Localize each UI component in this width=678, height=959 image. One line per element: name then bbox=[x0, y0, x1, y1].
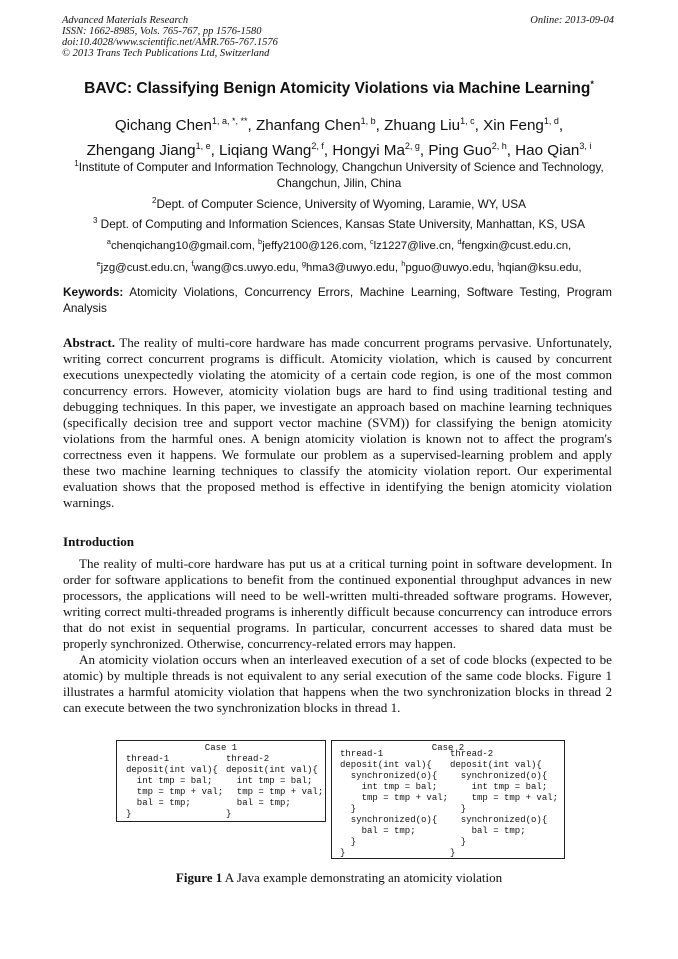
email-mark: h bbox=[401, 258, 406, 268]
figure-caption-text: A Java example demonstrating an atomicity violation bbox=[222, 870, 503, 885]
affiliation-1 bbox=[50, 156, 628, 191]
author-affiliation-mark: 2, f bbox=[311, 141, 324, 152]
case-1-thread-1-code: thread-1 deposit(int val){ int tmp = bal; tmp = tmp + val; bal = tmp; } bbox=[126, 754, 224, 819]
figure-caption bbox=[0, 870, 678, 886]
author-affiliation-mark: 3, i bbox=[579, 141, 592, 152]
author-name: Zhengang Jiang bbox=[86, 142, 196, 160]
email-address: jeffy2100@126.com, bbox=[262, 239, 370, 252]
intro-paragraph-1: The reality of multi-core hardware has put us at a critical turning point in software development. In order for software applications to benefit from the continued exponential throughput advances in new processors, the applications will need to be well-written multi-threaded software programs. However, writing correct multi-threaded programs is inherently difficult because concurrency can introduce errors that do not exist in sequential programs. In particular, concurrent accesses to shared data must be properly synchronized. Otherwise, concurrency-related errors may happen. bbox=[63, 556, 612, 651]
author-affiliation-mark: 2, h bbox=[491, 141, 507, 152]
email-mark: b bbox=[258, 237, 263, 246]
author-affiliation-mark: 1, e bbox=[195, 141, 211, 152]
email-address: lz1227@live.cn, bbox=[373, 239, 458, 252]
email-address: fengxin@cust.edu.cn, bbox=[461, 239, 572, 252]
email-mark: c bbox=[369, 237, 374, 246]
author-name: Xin Feng bbox=[483, 117, 544, 135]
affiliation-2-mark: 2 bbox=[152, 196, 157, 205]
email-address: wang@cs.uwyo.edu, bbox=[193, 261, 302, 274]
email-list bbox=[52, 233, 626, 277]
author-separator: , bbox=[558, 117, 564, 135]
email-address: hma3@uwyo.edu, bbox=[306, 261, 402, 274]
online-date: Online: 2013-09-04 bbox=[530, 15, 614, 26]
affiliation-3-text: Dept. of Computing and Information Sciences, Kansas State University, Manhattan, KS, USA bbox=[97, 216, 586, 231]
author-name: Ping Guo bbox=[428, 142, 492, 160]
affiliation-3 bbox=[50, 213, 628, 232]
keywords-text: Atomicity Violations, Concurrency Errors, Machine Learning, Software Testing, Program Analysis bbox=[63, 285, 612, 315]
issn-line: ISSN: 1662-8985, Vols. 765-767, pp 1576-1580 bbox=[62, 26, 262, 37]
author-separator: , bbox=[375, 117, 385, 135]
doi-line: doi:10.4028/www.scientific.net/AMR.765-767.1576 bbox=[62, 37, 278, 48]
keywords bbox=[63, 284, 612, 316]
intro-heading: Introduction bbox=[63, 534, 135, 549]
email-mark: i bbox=[497, 258, 500, 268]
author-name: Zhuang Liu bbox=[384, 117, 461, 135]
abstract-label: Abstract. bbox=[63, 335, 115, 350]
journal-name: Advanced Materials Research bbox=[62, 15, 189, 26]
email-mark: f bbox=[191, 258, 194, 268]
author-separator: , bbox=[247, 117, 256, 135]
figure-case-2 bbox=[331, 740, 565, 859]
author-separator: , bbox=[210, 142, 220, 160]
email-mark: e bbox=[96, 258, 101, 268]
email-mark: a bbox=[106, 237, 111, 246]
email-address: pguo@uwyo.edu, bbox=[405, 261, 498, 274]
paper-title bbox=[0, 79, 678, 98]
email-mark: g bbox=[301, 258, 307, 268]
copyright-line: © 2013 Trans Tech Publications Ltd, Switzerland bbox=[62, 48, 270, 59]
author-list bbox=[40, 111, 638, 161]
case-1-thread-2-code: thread-2 deposit(int val){ int tmp = bal; tmp = tmp + val; bal = tmp; } bbox=[226, 754, 324, 819]
keywords-label: Keywords: bbox=[63, 285, 124, 299]
affiliation-2 bbox=[50, 193, 628, 212]
affiliation-1-text: Institute of Computer and Information Technology, Changchun University of Science and Technology, Changchun, Jilin, China bbox=[78, 159, 604, 190]
author-name: Hao Qian bbox=[515, 142, 580, 160]
affiliation-2-text: Dept. of Computer Science, University of Wyoming, Laramie, WY, USA bbox=[156, 196, 526, 211]
affiliation-1-mark: 1 bbox=[74, 159, 79, 168]
email-mark: d bbox=[457, 237, 462, 246]
affiliation-3-mark: 3 bbox=[92, 216, 98, 225]
figure-caption-label: Figure 1 bbox=[175, 870, 223, 885]
author-affiliation-mark: 1, a, *, ** bbox=[211, 116, 248, 126]
author-name: Qichang Chen bbox=[114, 117, 212, 135]
paper-title-text: BAVC: Classifying Benign Atomicity Violations via Machine Learning bbox=[84, 80, 591, 98]
journal-header bbox=[62, 15, 278, 59]
email-address: jzg@cust.edu.cn, bbox=[100, 261, 192, 274]
intro-paragraph-2: An atomicity violation occurs when an interleaved execution of a set of code blocks (expected to be atomic) by multiple threads is not equivalent to any serial execution of the same code blocks. Figure 1 illustrates a harmful atomicity violation that happens when the two synchronization blocks in thread 2 can execute between the two synchronization blocks in thread 1. bbox=[63, 652, 612, 715]
author-name: Liqiang Wang bbox=[219, 142, 312, 160]
figure-case-1 bbox=[116, 740, 326, 822]
title-footnote-mark: * bbox=[590, 79, 594, 89]
email-address: hqian@ksu.edu, bbox=[499, 261, 582, 274]
case-2-title: Case 2 bbox=[431, 743, 465, 753]
author-name: Hongyi Ma bbox=[332, 142, 405, 160]
author-affiliation-mark: 1, d bbox=[543, 116, 559, 126]
author-separator: , bbox=[419, 142, 429, 160]
abstract-text: The reality of multi-core hardware has made concurrent programs pervasive. Unfortunately, writing correct concurrent programs is difficult. Atomicity violation, which is caused by concurrent executions unexpectedly violating the atomicity of a certain code region, is one of the most common concurrency errors. However, atomicity violation bugs are hard to find using traditional testing and debugging techniques. In this paper, we investigate an approach based on machine learning techniques (specifically decision tree and support vector machine (SVM)) for classifying the benign atomicity violations from the harmful ones. A benign atomicity violation is known not to affect the program's correctness even it happens. We formulate our problem as a supervised-learning problem and apply these two machine learning techniques to classify the atomicity violation report. Our experimental evaluation shows that the proposed method is effective in identifying the benign atomicity violation warnings. bbox=[63, 335, 612, 510]
email-address: chenqichang10@gmail.com, bbox=[110, 239, 259, 252]
author-affiliation-mark: 1, b bbox=[360, 116, 376, 126]
author-affiliation-mark: 2, g bbox=[404, 141, 420, 152]
case-2-thread-2-code: thread-2 deposit(int val){ synchronized(o){ int tmp = bal; tmp = tmp + val; } synchronized(o){ bal = tmp; } } bbox=[450, 749, 559, 858]
intro-body bbox=[63, 556, 612, 716]
author-separator: , bbox=[474, 117, 484, 135]
case-1-title: Case 1 bbox=[204, 743, 238, 753]
author-affiliation-mark: 1, c bbox=[460, 116, 475, 126]
author-separator: , bbox=[506, 142, 516, 160]
author-separator: , bbox=[323, 142, 333, 160]
author-name: Zhanfang Chen bbox=[255, 117, 361, 135]
abstract bbox=[63, 335, 612, 511]
case-2-thread-1-code: thread-1 deposit(int val){ synchronized(o){ int tmp = bal; tmp = tmp + val; } synchronized(o){ bal = tmp; } } bbox=[340, 749, 449, 858]
